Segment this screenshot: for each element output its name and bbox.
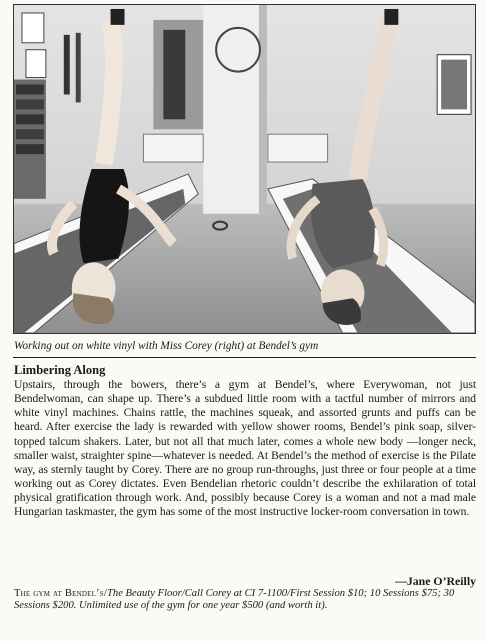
article-paragraph: Upstairs, through the bowers, there’s a gym at Bendel’s, where Everywoman, not just Bendelwoman, can shape up. There’s a subdued little room with a tactful number of mirrors and white vinyl machines. Chains rattle, the machines squeak, and assorted grunts and puffs can be heard. After exercise the lady is rewarded with yellow shower rooms, Bendel’s pink soap, silver-topped talcum shakers. Later, but not all that much later, comes a whole new body —longer neck, smaller waist, straighter spine—whatever is needed. At Bendel’s the method of exercise is the Pilate way, as sternly taught by Corey. There are no group run-throughs, just three or four people at a time working out as Corey dictates. Even Bendelian rhetoric couldn’t describe the exhilaration of total physical gratification through work. And, possibly because Corey is a woman and not a mad male Hungarian taskmaster, the gym has some of the most instructive locker-room conversation in town.	[14, 378, 476, 519]
gym-photo-illustration	[14, 5, 475, 333]
divider	[13, 357, 476, 358]
article-body	[14, 378, 476, 520]
article-headline: Limbering Along	[14, 363, 106, 377]
gym-info-lead: The gym at Bendel’s/	[14, 588, 108, 599]
photo-caption: Working out on white vinyl with Miss Corey (right) at Bendel’s gym	[14, 340, 319, 352]
gym-info	[14, 588, 476, 613]
gym-info-details: The Beauty Floor/Call Corey at CI 7-1100/First Session $10; 10 Sessions $75; 30 Sessions $200. Unlimited use of the gym for one year $500 (and worth it).	[14, 588, 455, 612]
gym-photo	[13, 4, 476, 334]
article-byline: —Jane O’Reilly	[395, 574, 476, 588]
